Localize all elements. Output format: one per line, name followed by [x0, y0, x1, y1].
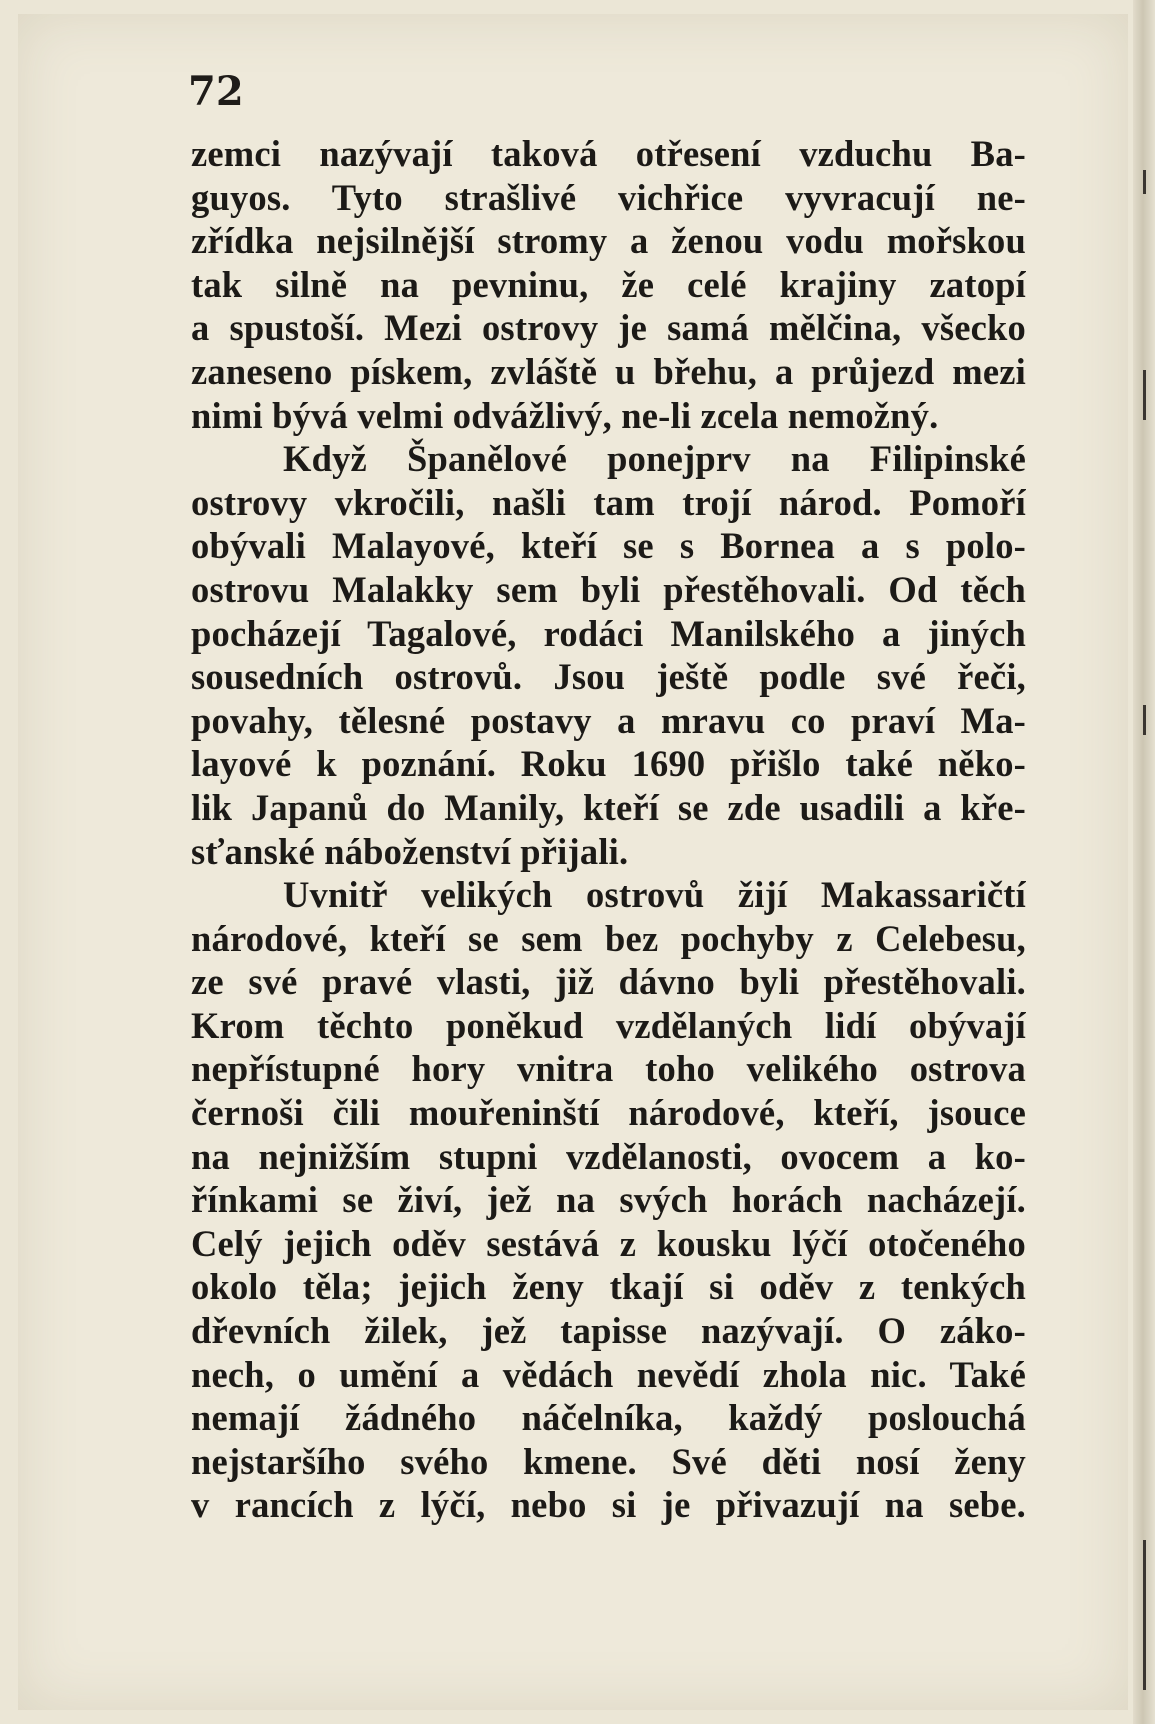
text-line: tak silně na pevninu, že celé krajiny zatopí [191, 263, 1026, 305]
page-edge [1133, 0, 1155, 1724]
text-line: zřídka nejsilnější stromy a ženou vodu mořskou [191, 220, 1026, 262]
text-line: ostrovu Malakky sem byli přestěhovali. Od těch [191, 568, 1026, 610]
text-line: guyos. Tyto strašlivé vichřice vyvracují ne- [191, 176, 1026, 218]
text-line: ostrovy vkročili, našli tam trojí národ. Pomoří [191, 481, 1026, 523]
text-line: a spustoší. Mezi ostrovy je samá mělčina, všecko [191, 307, 1026, 349]
text-line: nejstaršího svého kmene. Své děti nosí ženy [191, 1440, 1026, 1482]
text-line: dřevních žilek, jež tapisse nazývají. O záko- [191, 1310, 1026, 1352]
text-line: ze své pravé vlasti, již dávno byli přestěhovali. [191, 961, 1026, 1003]
text-line: zaneseno pískem, zvláště u břehu, a průjezd mezi [191, 350, 1026, 392]
text-line: nech, o umění a vědách nevědí zhola nic. Také [191, 1353, 1026, 1395]
text-line: na nejnižším stupni vzdělanosti, ovocem a ko- [191, 1135, 1026, 1177]
text-line: okolo těla; jejich ženy tkají si oděv z tenkých [191, 1266, 1026, 1308]
text-line: nemají žádného náčelníka, každý poslouchá [191, 1397, 1026, 1439]
text-line: Celý jejich oděv sestává z kousku lýčí otočeného [191, 1222, 1026, 1264]
text-line: sousedních ostrovů. Jsou ještě podle své řeči, [191, 656, 1026, 698]
text-line: Uvnitř velikých ostrovů žijí Makassaričtí [283, 874, 1026, 916]
body-text [191, 132, 1026, 1527]
text-line: pocházejí Tagalové, rodáci Manilského a jiných [191, 612, 1026, 654]
text-line: povahy, tělesné postavy a mravu co praví Ma- [191, 699, 1026, 741]
edge-mark [1143, 370, 1146, 420]
text-line: řínkami se živí, jež na svých horách nacházejí. [191, 1179, 1026, 1221]
text-line: národové, kteří se sem bez pochyby z Celebesu, [191, 917, 1026, 959]
text-line: v rancích z lýčí, nebo si je přivazují na sebe. [191, 1484, 1026, 1526]
text-line: Když Španělové ponejprv na Filipinské [283, 438, 1026, 480]
text-line: zemci nazývají taková otřesení vzduchu Ba- [191, 133, 1026, 174]
text-line: Krom těchto poněkud vzdělaných lidí obývají [191, 1004, 1026, 1046]
text-line: lik Japanů do Manily, kteří se zde usadili a kře- [191, 786, 1026, 828]
text-line: nimi bývá velmi odvážlivý, ne-li zcela nemožný. [191, 394, 939, 436]
edge-mark [1143, 705, 1146, 735]
edge-mark [1143, 170, 1146, 194]
text-line: sťanské náboženství přijali. [191, 830, 629, 872]
text-line: černoši čili mouřeninští národové, kteří, jsouce [191, 1092, 1026, 1134]
text-line: nepřístupné hory vnitra toho velikého ostrova [191, 1048, 1026, 1090]
edge-mark [1143, 1540, 1146, 1690]
page-number: 72 [188, 68, 244, 115]
text-line: layové k poznání. Roku 1690 přišlo také něko- [191, 743, 1026, 785]
text-line: obývali Malayové, kteří se s Bornea a s polo- [191, 525, 1026, 567]
